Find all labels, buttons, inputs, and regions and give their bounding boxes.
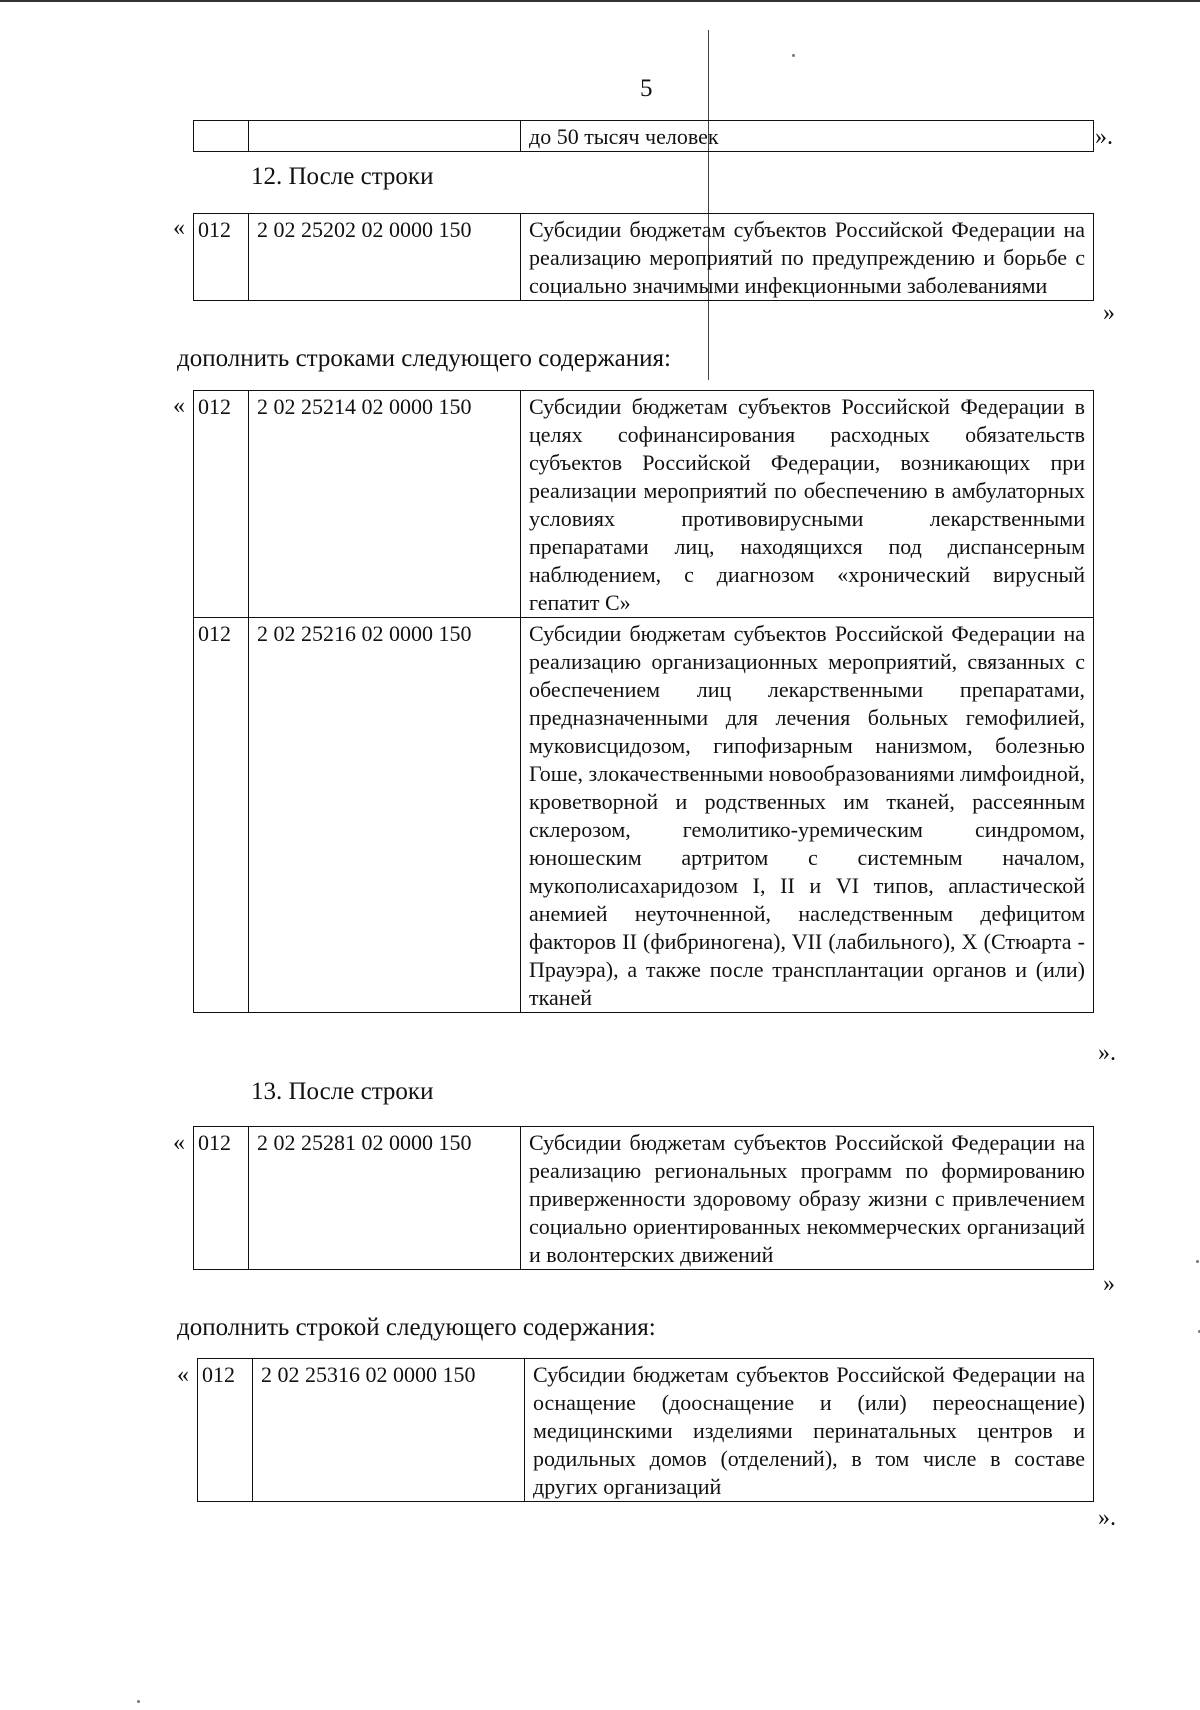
open-quote: « bbox=[173, 215, 185, 241]
scan-speck bbox=[1196, 1260, 1199, 1263]
table-row-25316 bbox=[197, 1358, 1094, 1502]
table-row bbox=[194, 1127, 1094, 1270]
code-cell: 012 bbox=[194, 391, 249, 618]
kbk-cell bbox=[249, 121, 521, 152]
table-row bbox=[198, 1359, 1094, 1502]
kbk-cell: 2 02 25316 02 0000 150 bbox=[253, 1359, 525, 1502]
open-quote: « bbox=[173, 1130, 185, 1156]
top-edge-line bbox=[0, 0, 1200, 2]
code-cell: 012 bbox=[194, 214, 249, 301]
name-cell: до 50 тысяч человек bbox=[521, 121, 1094, 152]
open-quote: « bbox=[173, 393, 185, 419]
code-cell bbox=[194, 121, 249, 152]
close-quote: » bbox=[1103, 1271, 1115, 1297]
close-quote: » bbox=[1103, 300, 1115, 326]
table-row bbox=[194, 391, 1094, 618]
code-cell: 012 bbox=[194, 1127, 249, 1270]
scan-fold-line bbox=[708, 30, 709, 380]
paragraph-12-add: дополнить строками следующего содержания: bbox=[177, 345, 671, 372]
table-row bbox=[194, 121, 1094, 152]
name-cell: Субсидии бюджетам субъектов Российской Федерации на оснащение (дооснащение и (или) переоснащение) медицинскими изделиями перинатальных центров и родильных домов (отделений), в том числе в составе других организаций bbox=[525, 1359, 1094, 1502]
close-quote: ». bbox=[1098, 1505, 1116, 1531]
code-cell: 012 bbox=[194, 618, 249, 1013]
close-quote: ». bbox=[1098, 1040, 1116, 1066]
paragraph-13-add: дополнить строкой следующего содержания: bbox=[177, 1314, 656, 1341]
table-row bbox=[194, 618, 1094, 1013]
open-quote: « bbox=[177, 1362, 189, 1388]
kbk-cell: 2 02 25202 02 0000 150 bbox=[249, 214, 521, 301]
table-rows-25214-25216 bbox=[193, 390, 1094, 1013]
table-row bbox=[194, 214, 1094, 301]
kbk-cell: 2 02 25281 02 0000 150 bbox=[249, 1127, 521, 1270]
scan-speck bbox=[137, 1700, 140, 1703]
table-row-25281 bbox=[193, 1126, 1094, 1270]
name-cell: Субсидии бюджетам субъектов Российской Федерации на реализацию мероприятий по предупреждению и борьбе с социально значимыми инфекционными заболеваниями bbox=[521, 214, 1094, 301]
table-tail bbox=[193, 120, 1094, 152]
name-cell: Субсидии бюджетам субъектов Российской Федерации в целях софинансирования расходных обязательств субъектов Российской Федерации, возникающих при реализации мероприятий по обеспечению в амбулаторных условиях противовирусными лекарственными препаратами лиц, находящихся под диспансерным наблюдением, с диагнозом «хронический вирусный гепатит С» bbox=[521, 391, 1094, 618]
code-cell: 012 bbox=[198, 1359, 253, 1502]
page-number: 5 bbox=[640, 75, 653, 102]
table-row-25202 bbox=[193, 213, 1094, 301]
paragraph-13: 13. После строки bbox=[251, 1078, 434, 1105]
name-cell: Субсидии бюджетам субъектов Российской Федерации на реализацию организационных мероприятий, связанных с обеспечением лиц лекарственными препаратами, предназначенными для лечения больных гемофилией, муковисцидозом, гипофизарным нанизмом, болезнью Гоше, злокачественными новообразованиями лимфоидной, кроветворной и родственных им тканей, рассеянным склерозом, гемолитико-уремическим синдромом, юношеским артритом с системным началом, мукополисахаридозом I, II и VI типов, апластической анемией неуточненной, наследственным дефицитом факторов II (фибриногена), VII (лабильного), X (Стюарта - Прауэра), а также после трансплантации органов и (или) тканей bbox=[521, 618, 1094, 1013]
scan-speck bbox=[792, 54, 795, 57]
kbk-cell: 2 02 25214 02 0000 150 bbox=[249, 391, 521, 618]
paragraph-12: 12. После строки bbox=[251, 163, 434, 190]
name-cell: Субсидии бюджетам субъектов Российской Федерации на реализацию региональных программ по формированию приверженности здоровому образу жизни с привлечением социально ориентированных некоммерческих организаций и волонтерских движений bbox=[521, 1127, 1094, 1270]
close-quote: ». bbox=[1095, 124, 1113, 150]
kbk-cell: 2 02 25216 02 0000 150 bbox=[249, 618, 521, 1013]
